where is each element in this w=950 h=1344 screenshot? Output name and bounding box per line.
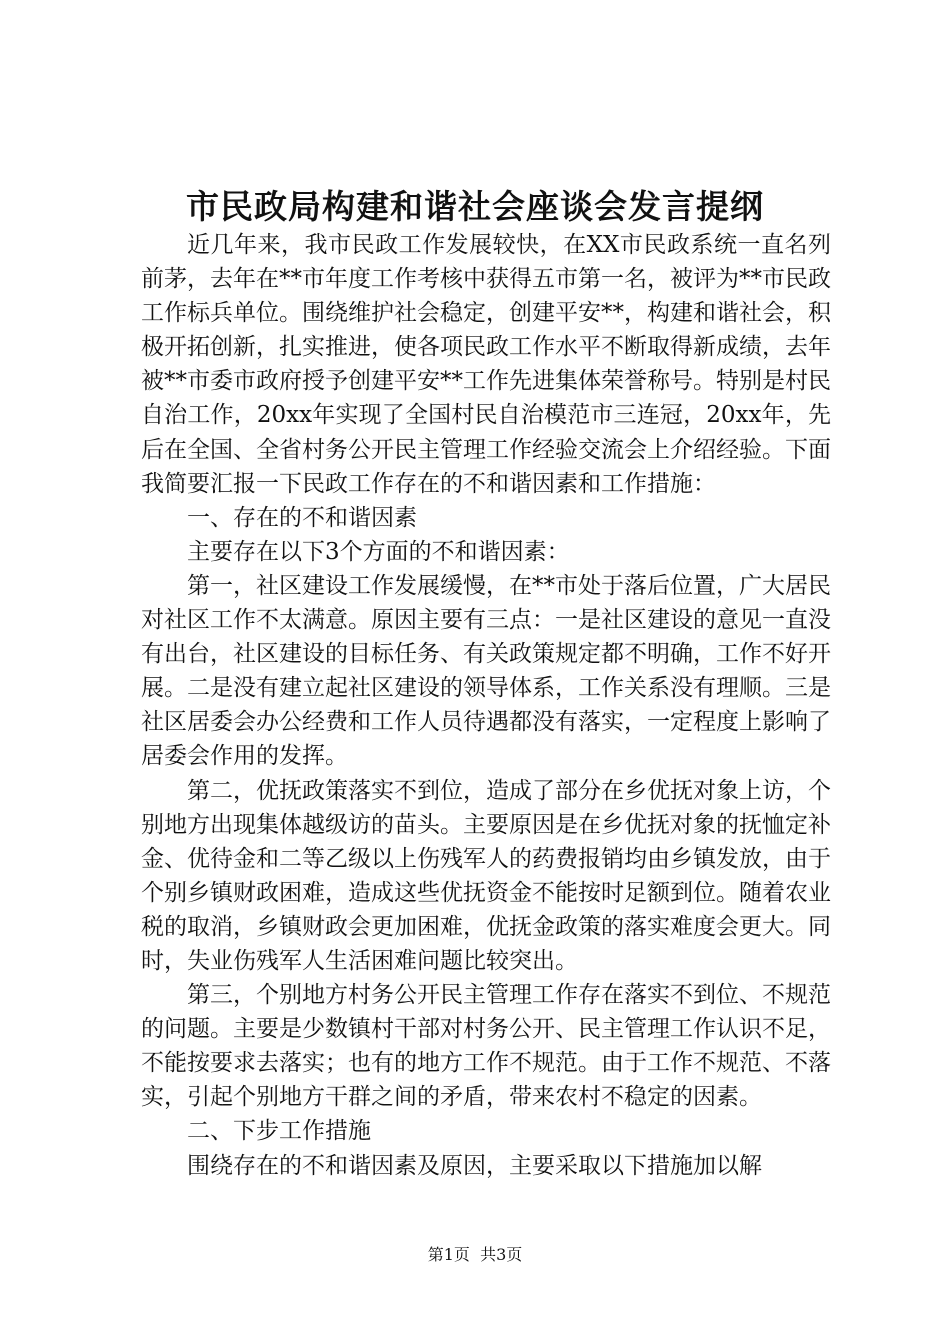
page-footer — [0, 1244, 950, 1266]
paragraph-measures: 围绕存在的不和谐因素及原因，主要采取以下措施加以解 — [187, 1152, 762, 1179]
paragraph-summary: 主要存在以下3个方面的不和谐因素： — [187, 538, 570, 565]
paragraph-intro: 近几年来，我市民政工作发展较快，在XX市民政系统一直名列前茅，去年在**市年度工作考核中获得五市第一名，被评为**市民政工作标兵单位。围绕维护社会稳定，创建平安**，构建和谐社会，积极开拓创新，扎实推进，使各项民政工作水平不断取得新成绩，去年被**市委市政府授予创建平安**工作先进集体荣誉称号。特别是村民自治工作，20xx年实现了全国村民自治模范市三连冠，20xx年，先后在全国、全省村务公开民主管理工作经验交流会上介绍经验。下面我简要汇报一下民政工作存在的不和谐因素和工作措施： — [141, 232, 831, 497]
page-number: 第1页 — [427, 1245, 470, 1264]
section-heading-2: 二、下步工作措施 — [187, 1118, 371, 1145]
paragraph-first: 第一，社区建设工作发展缓慢，在**市处于落后位置，广大居民对社区工作不太满意。原因主要有三点：一是社区建设的意见一直没有出台，社区建设的目标任务、有关政策规定都不明确，工作不好开展。二是没有建立起社区建设的领导体系，工作关系没有理顺。三是社区居委会办公经费和工作人员待遇都没有落实，一定程度上影响了居委会作用的发挥。 — [141, 572, 831, 770]
document-title: 市民政局构建和谐社会座谈会发言提纲 — [186, 187, 764, 226]
footer-spacer — [470, 1245, 480, 1264]
paragraph-third: 第三，个别地方村务公开民主管理工作存在落实不到位、不规范的问题。主要是少数镇村干部对村务公开、民主管理工作认识不足，不能按要求去落实；也有的地方工作不规范。由于工作不规范、不落实，引起个别地方干群之间的矛盾，带来农村不稳定的因素。 — [141, 982, 831, 1111]
page-total: 共3页 — [480, 1245, 523, 1264]
document-body — [141, 228, 831, 1183]
paragraph-second: 第二，优抚政策落实不到位，造成了部分在乡优抚对象上访，个别地方出现集体越级访的苗头。主要原因是在乡优抚对象的抚恤定补金、优待金和二等乙级以上伤残军人的药费报销均由乡镇发放，由于个别乡镇财政困难，造成这些优抚资金不能按时足额到位。随着农业税的取消，乡镇财政会更加困难，优抚金政策的落实难度会更大。同时，失业伤残军人生活困难问题比较突出。 — [141, 777, 831, 974]
section-heading-1: 一、存在的不和谐因素 — [187, 504, 417, 531]
